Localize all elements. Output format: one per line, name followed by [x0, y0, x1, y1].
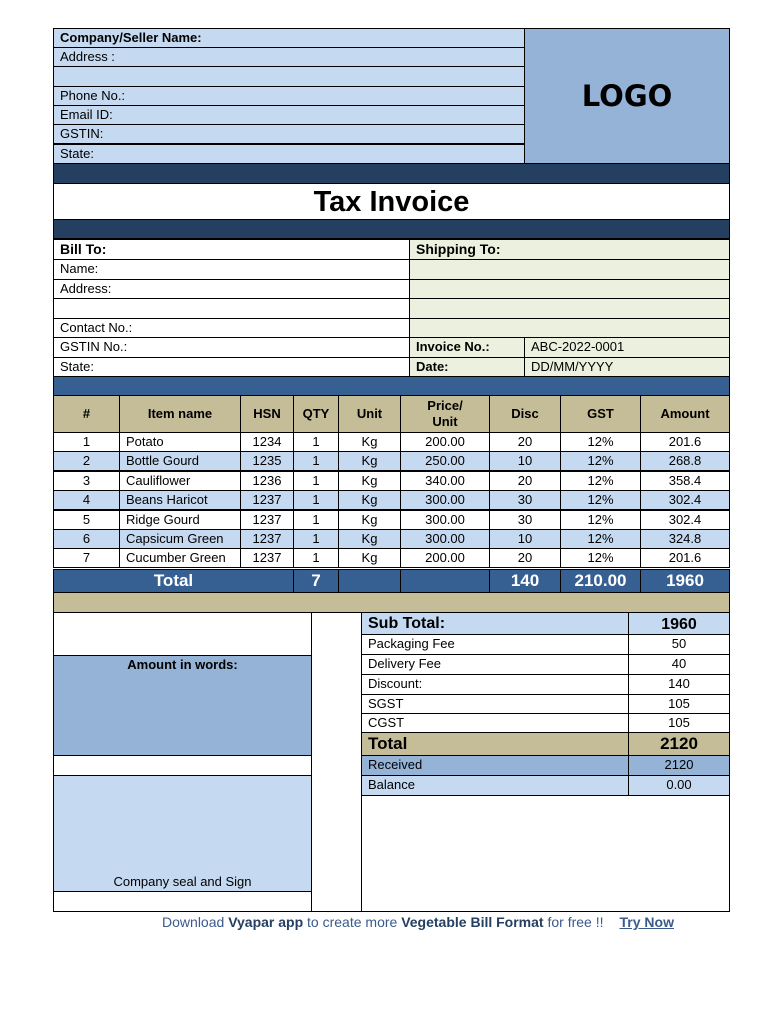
- row-item-name: Beans Haricot: [119, 490, 241, 510]
- invoice-no-label: Invoice No.:: [409, 337, 525, 358]
- total-unit-empty: [338, 569, 401, 593]
- footer-promo: [0, 912, 768, 932]
- packaging-fee-label: Packaging Fee: [361, 634, 629, 655]
- row-qty: 1: [293, 471, 339, 491]
- row-price: 340.00: [400, 471, 490, 491]
- row-gst: 12%: [560, 510, 641, 530]
- shipping-line: [409, 279, 730, 299]
- delivery-fee-label: Delivery Fee: [361, 654, 629, 675]
- row-price: 250.00: [400, 451, 490, 471]
- logo-text: LOGO: [581, 79, 673, 113]
- col-header-disc: Disc: [489, 395, 561, 433]
- row-gst: 12%: [560, 432, 641, 452]
- divider-bar: [53, 163, 730, 184]
- blank-cell: [53, 612, 312, 656]
- date-label: Date:: [409, 357, 525, 377]
- row-disc: 20: [489, 548, 561, 568]
- row-qty: 1: [293, 432, 339, 452]
- col-header-unit: Unit: [338, 395, 401, 433]
- row-gst: 12%: [560, 548, 641, 568]
- discount-value: 140: [628, 674, 730, 695]
- bill-address-line-2: [53, 298, 410, 319]
- row-amount: 302.4: [640, 510, 730, 530]
- row-unit: Kg: [338, 451, 401, 471]
- col-header-qty: QTY: [293, 395, 339, 433]
- row-hsn: 1234: [240, 432, 294, 452]
- row-unit: Kg: [338, 490, 401, 510]
- row-unit: Kg: [338, 471, 401, 491]
- footer-format-name: Vegetable Bill Format: [401, 914, 544, 930]
- cgst-value: 105: [628, 713, 730, 733]
- bill-address-label: Address:: [53, 279, 410, 299]
- divider-bar: [53, 592, 730, 613]
- row-amount: 324.8: [640, 529, 730, 549]
- bill-to-heading: Bill To:: [53, 239, 410, 260]
- subtotal-value: 1960: [628, 612, 730, 635]
- row-number: 1: [53, 432, 120, 452]
- row-number: 3: [53, 471, 120, 491]
- footer-text-1: Download: [162, 914, 229, 930]
- row-price: 200.00: [400, 432, 490, 452]
- total-price-empty: [400, 569, 490, 593]
- divider-bar: [53, 219, 730, 239]
- row-qty: 1: [293, 510, 339, 530]
- row-item-name: Potato: [119, 432, 241, 452]
- balance-label: Balance: [361, 775, 629, 796]
- balance-value: 0.00: [628, 775, 730, 796]
- spacer-column: [311, 612, 362, 912]
- row-item-name: Capsicum Green: [119, 529, 241, 549]
- shipping-to-heading: Shipping To:: [409, 239, 730, 260]
- row-disc: 20: [489, 471, 561, 491]
- phone-label: Phone No.:: [53, 86, 525, 106]
- row-hsn: 1236: [240, 471, 294, 491]
- row-number: 6: [53, 529, 120, 549]
- subtotal-label: Sub Total:: [361, 612, 629, 635]
- amount-in-words-label: Amount in words:: [127, 657, 238, 672]
- delivery-fee-value: 40: [628, 654, 730, 675]
- address-line-2: [53, 66, 525, 87]
- row-hsn: 1235: [240, 451, 294, 471]
- date-value: DD/MM/YYYY: [524, 357, 730, 377]
- received-label: Received: [361, 755, 629, 776]
- col-header-amount: Amount: [640, 395, 730, 433]
- row-qty: 1: [293, 548, 339, 568]
- blank-cell: [53, 755, 312, 776]
- bill-contact-label: Contact No.:: [53, 318, 410, 338]
- col-header-item-name: Item name: [119, 395, 241, 433]
- footer-text-3: for free !!: [543, 914, 604, 930]
- row-price: 300.00: [400, 529, 490, 549]
- col-header-hsn: HSN: [240, 395, 294, 433]
- row-price: 200.00: [400, 548, 490, 568]
- total-qty: 7: [293, 569, 339, 593]
- bill-gstin-label: GSTIN No.:: [53, 337, 410, 358]
- total-amount: 1960: [640, 569, 730, 593]
- row-amount: 268.8: [640, 451, 730, 471]
- row-qty: 1: [293, 490, 339, 510]
- row-gst: 12%: [560, 451, 641, 471]
- row-item-name: Cauliflower: [119, 471, 241, 491]
- state-label: State:: [53, 144, 525, 164]
- row-hsn: 1237: [240, 548, 294, 568]
- footer-text-2: to create more: [303, 914, 402, 930]
- blank-cell: [53, 891, 312, 912]
- grand-total-label: Total: [361, 732, 629, 756]
- row-amount: 358.4: [640, 471, 730, 491]
- sgst-label: SGST: [361, 694, 629, 714]
- row-hsn: 1237: [240, 529, 294, 549]
- row-number: 4: [53, 490, 120, 510]
- row-item-name: Ridge Gourd: [119, 510, 241, 530]
- address-label: Address :: [53, 47, 525, 67]
- company-name-label: Company/Seller Name:: [53, 28, 525, 48]
- row-number: 2: [53, 451, 120, 471]
- row-amount: 201.6: [640, 548, 730, 568]
- row-hsn: 1237: [240, 490, 294, 510]
- try-now-link[interactable]: Try Now: [619, 914, 674, 930]
- total-row-label: Total: [53, 569, 294, 593]
- grand-total-value: 2120: [628, 732, 730, 756]
- sgst-value: 105: [628, 694, 730, 714]
- row-amount: 302.4: [640, 490, 730, 510]
- row-item-name: Cucumber Green: [119, 548, 241, 568]
- row-qty: 1: [293, 451, 339, 471]
- logo-placeholder: [524, 28, 730, 164]
- shipping-line: [409, 318, 730, 338]
- row-number: 7: [53, 548, 120, 568]
- gstin-label: GSTIN:: [53, 124, 525, 144]
- row-disc: 30: [489, 510, 561, 530]
- shipping-line: [409, 298, 730, 319]
- invoice-no-value: ABC-2022-0001: [524, 337, 730, 358]
- footer-app-name: Vyapar app: [228, 914, 304, 930]
- invoice-title: Tax Invoice: [53, 183, 730, 220]
- discount-label: Discount:: [361, 674, 629, 695]
- row-item-name: Bottle Gourd: [119, 451, 241, 471]
- company-seal-label: Company seal and Sign: [113, 874, 252, 889]
- row-gst: 12%: [560, 529, 641, 549]
- col-header-price-unit: Price/ Unit: [400, 395, 490, 433]
- row-hsn: 1237: [240, 510, 294, 530]
- packaging-fee-value: 50: [628, 634, 730, 655]
- total-disc: 140: [489, 569, 561, 593]
- row-unit: Kg: [338, 548, 401, 568]
- row-disc: 10: [489, 529, 561, 549]
- row-disc: 20: [489, 432, 561, 452]
- divider-bar: [53, 376, 730, 396]
- row-number: 5: [53, 510, 120, 530]
- row-unit: Kg: [338, 510, 401, 530]
- row-gst: 12%: [560, 471, 641, 491]
- row-disc: 10: [489, 451, 561, 471]
- row-price: 300.00: [400, 510, 490, 530]
- total-gst: 210.00: [560, 569, 641, 593]
- row-unit: Kg: [338, 432, 401, 452]
- row-disc: 30: [489, 490, 561, 510]
- cgst-label: CGST: [361, 713, 629, 733]
- col-header-number: #: [53, 395, 120, 433]
- row-price: 300.00: [400, 490, 490, 510]
- row-amount: 201.6: [640, 432, 730, 452]
- bill-state-label: State:: [53, 357, 410, 377]
- row-gst: 12%: [560, 490, 641, 510]
- row-unit: Kg: [338, 529, 401, 549]
- amount-in-words-box: [53, 655, 312, 756]
- col-header-gst: GST: [560, 395, 641, 433]
- row-qty: 1: [293, 529, 339, 549]
- email-label: Email ID:: [53, 105, 525, 125]
- received-value: 2120: [628, 755, 730, 776]
- shipping-line: [409, 259, 730, 280]
- bill-name-label: Name:: [53, 259, 410, 280]
